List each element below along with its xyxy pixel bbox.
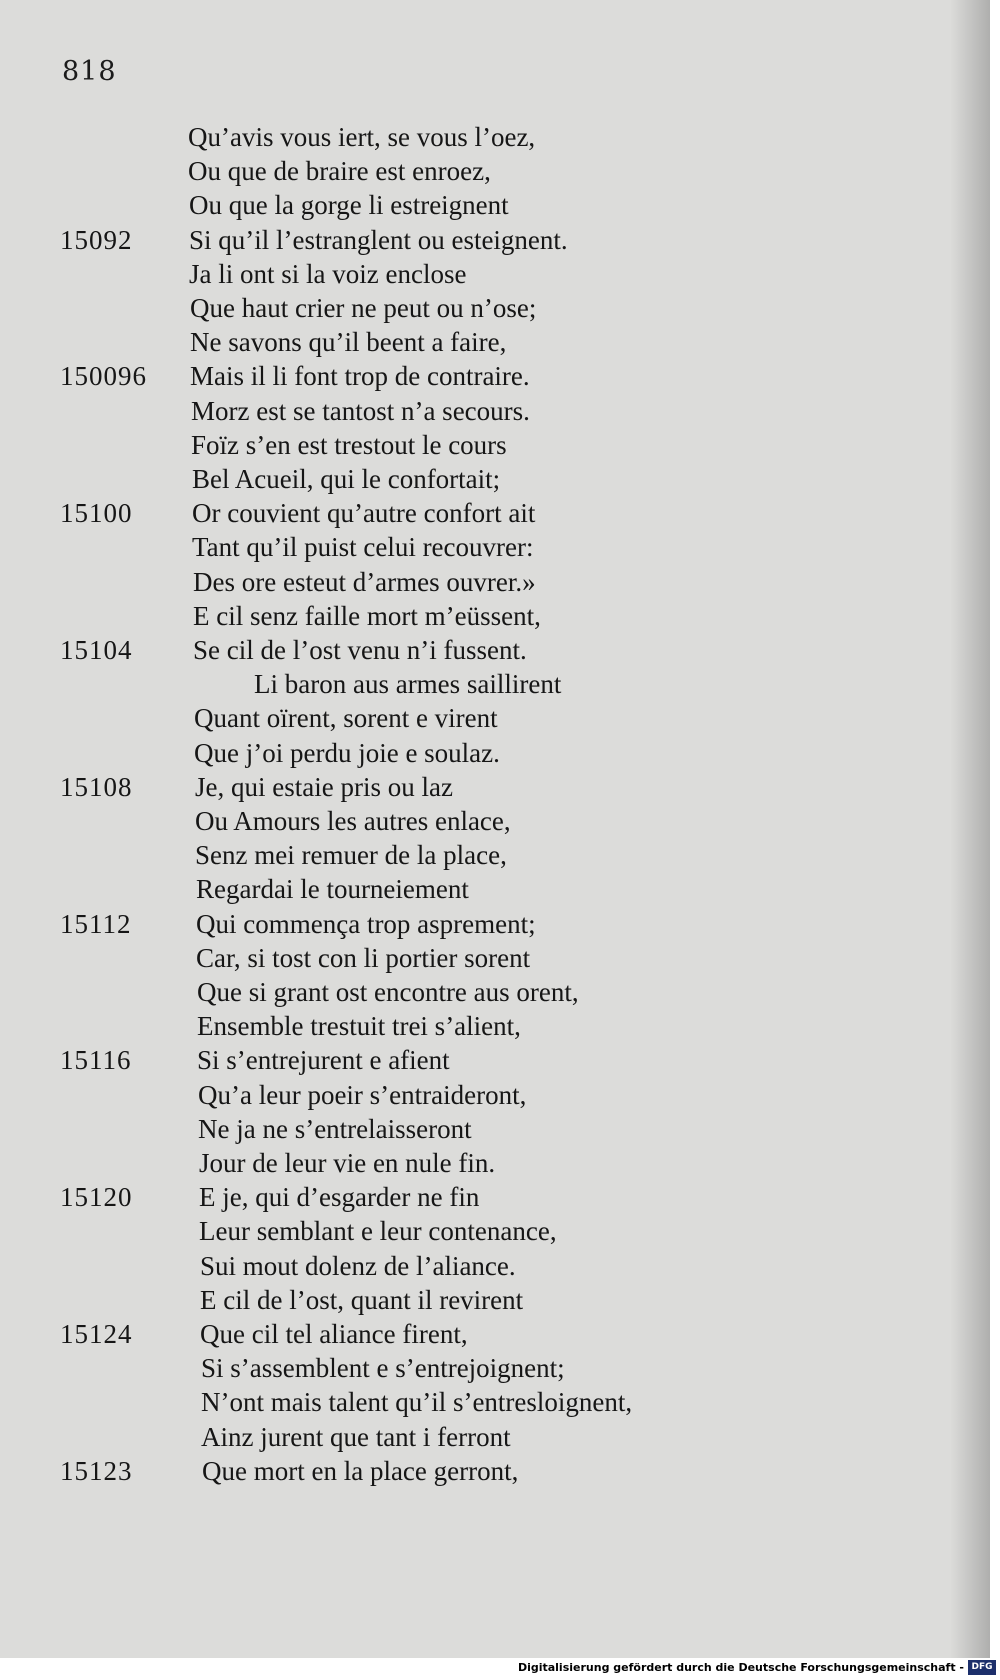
verse-line: Ensemble trestuit trei s’alient, [197, 1011, 521, 1041]
verse-number: 15092 [60, 225, 133, 255]
verse-line: Qu’a leur poeir s’entraideront, [198, 1080, 527, 1110]
footer-credit: Digitalisierung gefördert durch die Deutsche Forschungsgemeinschaft - [517, 1661, 964, 1674]
dfg-logo: DFG [968, 1660, 996, 1675]
verse-line: Or couvient qu’autre confort ait [192, 498, 536, 528]
verse-line: Sui mout dolenz de l’aliance. [200, 1251, 516, 1281]
verse-line: Morz est se tantost n’a secours. [191, 396, 530, 426]
verse-line: Ou Amours les autres enlace, [195, 806, 511, 836]
verse-line: Quant oïrent, sorent e virent [194, 703, 498, 733]
verse-line: Qui commença trop asprement; [196, 909, 536, 939]
verse-line: Ou que de braire est enroez, [188, 156, 491, 186]
verse-line: Que si grant ost encontre aus orent, [197, 977, 579, 1007]
verse-line: Que mort en la place gerront, [202, 1456, 519, 1486]
verse-number: 15104 [60, 635, 133, 665]
verse-line: Mais il li font trop de contraire. [190, 361, 530, 391]
verse-line: Leur semblant e leur contenance, [199, 1216, 557, 1246]
verse-line: Que j’oi perdu joie e soulaz. [194, 738, 500, 768]
verse-number: 150096 [60, 361, 147, 391]
verse-line: Bel Acueil, qui le confortait; [192, 464, 501, 494]
verse-line: Foïz s’en est trestout le cours [191, 430, 507, 460]
verse-line: Que haut crier ne peut ou n’ose; [190, 293, 537, 323]
verse-line: N’ont mais talent qu’il s’entresloignent, [201, 1387, 633, 1417]
verse-line: Je, qui estaie pris ou laz [195, 772, 453, 802]
verse-number: 15120 [60, 1182, 133, 1212]
verse-line: Si qu’il l’estranglent ou esteignent. [189, 225, 568, 255]
verse-line: Ne ja ne s’entrelaisseront [198, 1114, 472, 1144]
verse-line: Ainz jurent que tant i ferront [201, 1422, 511, 1452]
verse-line: Li baron aus armes saillirent [254, 669, 562, 699]
verse-number: 15108 [60, 772, 133, 802]
verse-number: 15100 [60, 498, 133, 528]
verse-line: E je, qui d’esgarder ne fin [199, 1182, 480, 1212]
verse-line: Des ore esteut d’armes ouvrer.» [193, 567, 536, 597]
verse-number: 15116 [60, 1045, 132, 1075]
verse-line: Que cil tel aliance firent, [200, 1319, 468, 1349]
footer-bar [0, 1658, 1000, 1680]
verse-line: E cil senz faille mort m’eüssent, [193, 601, 541, 631]
verse-line: Si s’entrejurent e afient [197, 1045, 450, 1075]
binding-shadow [950, 0, 990, 1658]
verse-line: Ne savons qu’il beent a faire, [190, 327, 507, 357]
verse-line: Se cil de l’ost venu n’i fussent. [193, 635, 527, 665]
verse-line: Regardai le tourneiement [196, 874, 469, 904]
page-number: 818 [62, 56, 117, 87]
verse-line: Jour de leur vie en nule fin. [199, 1148, 496, 1178]
verse-line: Senz mei remuer de la place, [195, 840, 507, 870]
verse-line: E cil de l’ost, quant il revirent [200, 1285, 524, 1315]
verse-line: Qu’avis vous iert, se vous l’oez, [188, 122, 536, 152]
verse-line: Si s’assemblent e s’entrejoignent; [201, 1353, 565, 1383]
verse-line: Ja li ont si la voiz enclose [189, 259, 467, 289]
verse-number: 15123 [60, 1456, 133, 1486]
verse-number: 15112 [60, 909, 132, 939]
verse-number: 15124 [60, 1319, 133, 1349]
verse-line: Tant qu’il puist celui recouvrer: [192, 532, 534, 562]
verse-line: Car, si tost con li portier sorent [196, 943, 531, 973]
verse-line: Ou que la gorge li estreignent [189, 190, 509, 220]
